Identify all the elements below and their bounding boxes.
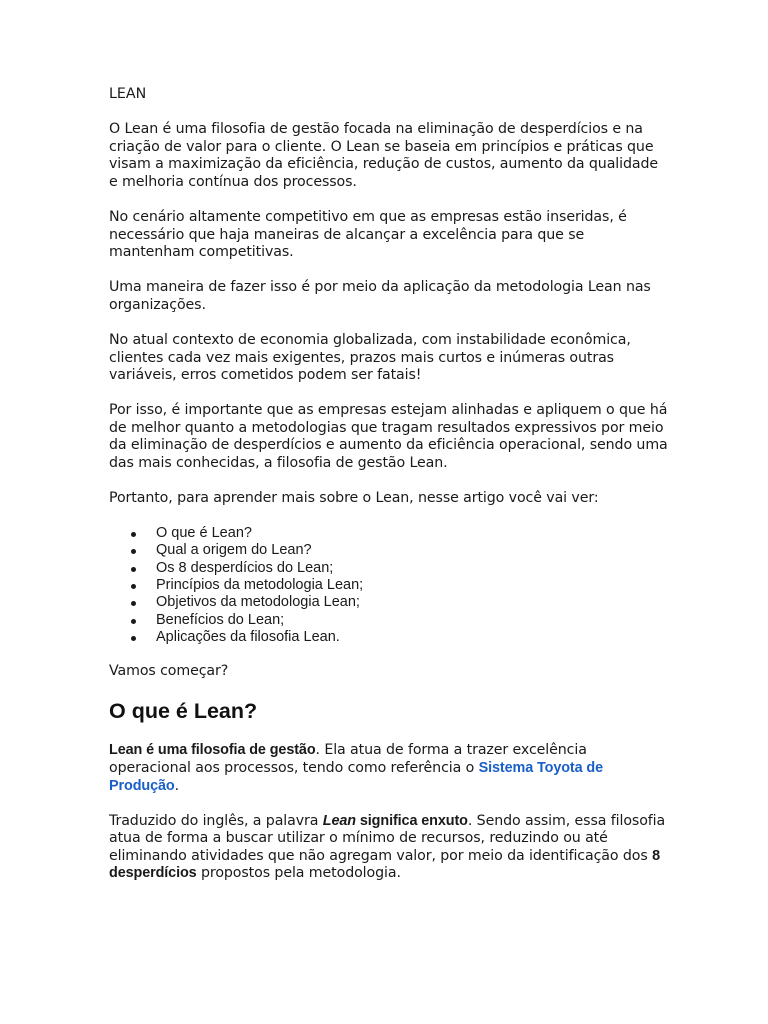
list-item: Objetivos da metodologia Lean; [109,594,669,611]
paragraph-competition: No cenário altamente competitivo em que as empresas estão inseridas, é necessário que haja maneiras de alcançar a excelência para que se mantenham competitivas. [109,208,627,261]
bullet-icon [131,636,136,641]
list-item: O que é Lean? [109,525,669,542]
paragraph-article-intro: Portanto, para aprender mais sobre o Lean, nesse artigo você vai ver: [109,490,599,507]
lean-term: Lean [322,812,356,829]
topics-list [109,525,669,646]
paragraph-application: Uma maneira de fazer isso é por meio da aplicação da metodologia Lean nas organizações. [109,279,651,313]
bullet-icon [131,584,136,589]
paragraph-intro: O Lean é uma filosofia de gestão focada na eliminação de desperdícios e na criação de valor para o cliente. O Lean se baseia em princípios e práticas que visam a maximização da eficiência, redução de custos, aumento da qualidade e melhoria contínua dos processos. [109,121,659,190]
document-page [109,86,669,883]
list-item: Benefícios do Lean; [109,612,669,629]
bullet-icon [131,549,136,554]
bold-phrase: 8 desperdícios [109,847,660,882]
document-title: LEAN [109,86,147,102]
paragraph-importance: Por isso, é importante que as empresas estejam alinhadas e apliquem o que há de melhor quanto a metodologias que tragam resultados expressivos por meio da eliminação de desperdícios e aumento da eficiência operacional, sendo uma das mais conhecidas, a filosofia de gestão Lean. [109,402,668,471]
list-item: Aplicações da filosofia Lean. [109,629,669,646]
bold-phrase: significa enxuto [355,812,468,829]
paragraph-context: No atual contexto de economia globalizada, com instabilidade econômica, clientes cada vez mais exigentes, prazos mais curtos e inúmeras outras variáveis, erros cometidos podem ser fatais! [109,331,631,384]
closing-line: Vamos começar? [109,663,229,680]
section-heading: O que é Lean? [109,699,258,724]
list-item: Os 8 desperdícios do Lean; [109,560,669,577]
bullet-icon [131,532,136,537]
list-item: Qual a origem do Lean? [109,542,669,559]
section-paragraph-1: Lean é uma filosofia de gestão. Ela atua de forma a trazer excelência operacional aos processos, tendo como referência o Sistema Toyota de Produção. [109,742,603,794]
list-item: Princípios da metodologia Lean; [109,577,669,594]
bold-phrase: Lean é uma filosofia de gestão [109,742,316,759]
section-paragraph-2: Traduzido do inglês, a palavra Lean significa enxuto. Sendo assim, essa filosofia atua de forma a buscar utilizar o mínimo de recursos, reduzindo ou até eliminando atividades que não agregam valor, por meio da identificação dos 8 desperdícios propostos pela metodologia. [109,812,666,882]
bullet-icon [131,567,136,572]
toyota-system-link[interactable]: Sistema Toyota de Produção [109,759,603,794]
bullet-icon [131,601,136,606]
bullet-icon [131,619,136,624]
